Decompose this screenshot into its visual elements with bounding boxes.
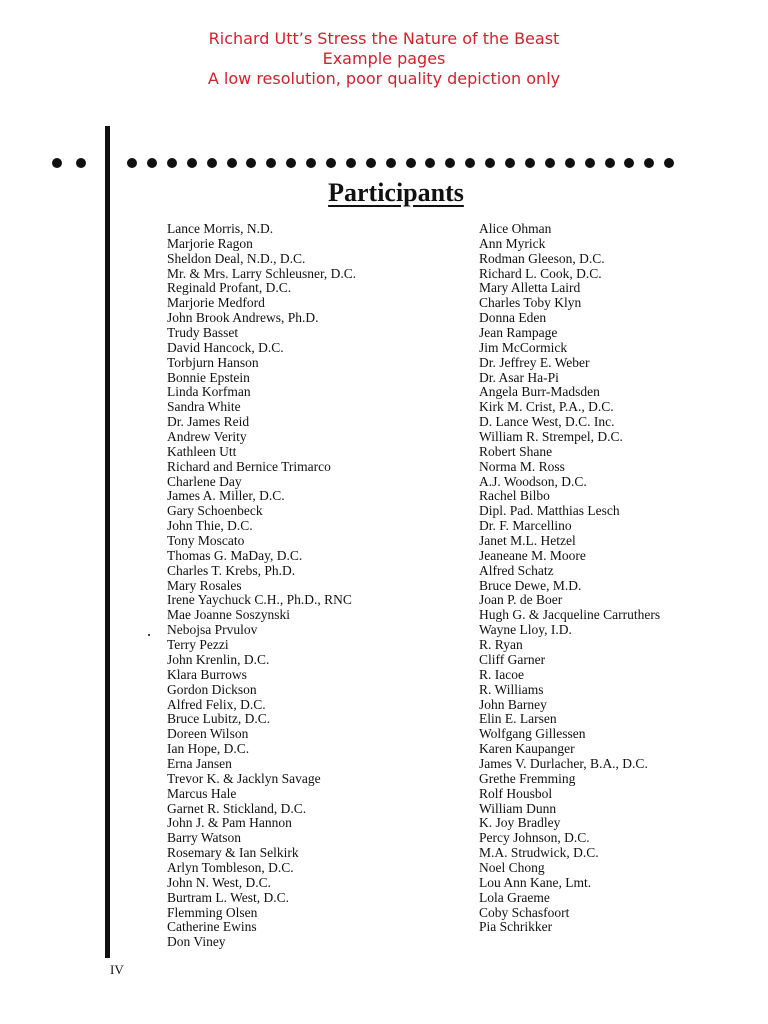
ornament-dot xyxy=(605,158,615,168)
participant-name: Dr. James Reid xyxy=(167,414,250,430)
participant-name: Linda Korfman xyxy=(167,384,251,400)
participant-name: John N. West, D.C. xyxy=(167,874,272,890)
participant-name: John Barney xyxy=(479,696,547,712)
vertical-rule xyxy=(105,126,110,958)
ornament-dot xyxy=(425,158,435,168)
participant-name: Percy Johnson, D.C. xyxy=(479,830,590,846)
participant-name: James V. Durlacher, B.A., D.C. xyxy=(479,755,648,771)
participant-name: K. Joy Bradley xyxy=(479,815,561,831)
participant-name: Trevor K. & Jacklyn Savage xyxy=(167,770,321,786)
ornament-dot xyxy=(246,158,256,168)
ornament-dot xyxy=(207,158,217,168)
participant-name: Norma M. Ross xyxy=(479,458,565,474)
banner-line-1: Richard Utt’s Stress the Nature of the Beast xyxy=(208,29,560,48)
participant-name: William R. Strempel, D.C. xyxy=(479,429,623,445)
participant-name: Angela Burr-Madsden xyxy=(479,384,600,400)
participant-name: Dipl. Pad. Matthias Lesch xyxy=(479,503,620,519)
participant-name: Alice Ohman xyxy=(479,221,552,236)
ornament-dot xyxy=(127,158,137,168)
ornament-dot xyxy=(52,158,62,168)
participant-name: Andrew Verity xyxy=(167,429,247,445)
preview-banner xyxy=(0,29,768,89)
page-number: IV xyxy=(110,962,124,977)
ornament-dot xyxy=(187,158,197,168)
participant-name: Sheldon Deal, N.D., D.C. xyxy=(167,250,306,266)
participant-name: Noel Chong xyxy=(479,859,545,875)
participant-name: Dr. Asar Ha-Pi xyxy=(479,369,559,385)
banner-line-2: Example pages xyxy=(322,49,446,68)
participant-name: Dr. F. Marcellino xyxy=(479,518,572,534)
ornament-dot xyxy=(167,158,177,168)
participant-name: Sandra White xyxy=(167,399,241,415)
participant-name: Flemming Olsen xyxy=(167,904,258,920)
participant-name: Jim McCormick xyxy=(479,339,568,355)
participant-name: Wayne Lloy, I.D. xyxy=(479,622,572,638)
participant-name: Alfred Felix, D.C. xyxy=(167,696,266,712)
participant-name: Mae Joanne Soszynski xyxy=(167,607,290,623)
participant-name: Kathleen Utt xyxy=(167,443,237,459)
participant-name: Kirk M. Crist, P.A., D.C. xyxy=(479,399,614,415)
participant-name: Doreen Wilson xyxy=(167,726,249,742)
participant-name: Gordon Dickson xyxy=(167,681,257,697)
participant-name: John Brook Andrews, Ph.D. xyxy=(167,310,319,326)
participant-name: Bruce Dewe, M.D. xyxy=(479,577,582,593)
participant-name: Bonnie Epstein xyxy=(167,369,250,385)
participant-name: Cliff Garner xyxy=(479,651,546,667)
participant-name: Torbjurn Hanson xyxy=(167,354,259,370)
participant-name: Karen Kaupanger xyxy=(479,741,575,757)
participant-name: James A. Miller, D.C. xyxy=(167,488,285,504)
participant-name: John J. & Pam Hannon xyxy=(167,815,292,831)
participant-name: Burtram L. West, D.C. xyxy=(167,889,290,905)
ornament-dot xyxy=(386,158,396,168)
ornament-dot xyxy=(366,158,376,168)
participant-name: Lola Graeme xyxy=(479,889,550,905)
ornament-dot xyxy=(306,158,316,168)
participant-name: Lance Morris, N.D. xyxy=(167,221,274,236)
participant-name: Coby Schasfoort xyxy=(479,904,570,920)
participant-name: Charles Toby Klyn xyxy=(479,295,582,311)
participant-name: Marjorie Medford xyxy=(167,295,265,311)
ornament-dot xyxy=(266,158,276,168)
participant-name: Elin E. Larsen xyxy=(479,711,557,727)
participant-name: John Thie, D.C. xyxy=(167,518,253,534)
participant-name: Robert Shane xyxy=(479,443,553,459)
participant-name: Rolf Housbol xyxy=(479,785,553,801)
participant-name: Arlyn Tombleson, D.C. xyxy=(167,859,294,875)
participant-name: Bruce Lubitz, D.C. xyxy=(167,711,271,727)
ornament-dot xyxy=(445,158,455,168)
ornament-dot xyxy=(545,158,555,168)
participant-name: Jean Rampage xyxy=(479,325,558,341)
left-participant-list xyxy=(167,222,356,950)
participant-name: Tony Moscato xyxy=(167,533,245,549)
participant-name: Pia Schrikker xyxy=(479,919,553,935)
participant-name: Jeaneane M. Moore xyxy=(479,547,586,563)
banner-line-3: A low resolution, poor quality depiction only xyxy=(207,69,561,88)
participant-name: R. Iacoe xyxy=(479,666,524,682)
participant-name: Don Viney xyxy=(167,934,226,950)
participant-name: Dr. Jeffrey E. Weber xyxy=(479,354,590,370)
participant-name: Rachel Bilbo xyxy=(479,488,550,504)
participant-name: R. Williams xyxy=(479,681,544,697)
ornament-dot xyxy=(286,158,296,168)
participant-name: Grethe Fremming xyxy=(479,770,576,786)
participant-name: Barry Watson xyxy=(167,830,242,846)
right-participant-list xyxy=(479,222,660,935)
ornament-dot xyxy=(465,158,475,168)
participant-name: Irene Yaychuck C.H., Ph.D., RNC xyxy=(167,592,352,608)
ornament-dot xyxy=(525,158,535,168)
ornament-dot xyxy=(505,158,515,168)
ornament-dot xyxy=(76,158,86,168)
page-title: Participants xyxy=(328,178,464,207)
participant-name: Klara Burrows xyxy=(167,666,247,682)
participant-name: Trudy Basset xyxy=(167,325,239,341)
ornament-dot xyxy=(485,158,495,168)
ornament-dot xyxy=(585,158,595,168)
participant-name: R. Ryan xyxy=(479,637,523,653)
participant-name: Reginald Profant, D.C. xyxy=(167,280,292,296)
participant-name: Terry Pezzi xyxy=(167,637,229,653)
participant-name: Mary Alletta Laird xyxy=(479,280,581,296)
participant-name: John Krenlin, D.C. xyxy=(167,651,270,667)
participant-name: Hugh G. & Jacqueline Carruthers xyxy=(479,607,661,623)
participant-name: David Hancock, D.C. xyxy=(167,339,284,355)
ornament-dot xyxy=(565,158,575,168)
participant-name: Richard L. Cook, D.C. xyxy=(479,265,602,281)
ornament-dot xyxy=(644,158,654,168)
ornament-dot xyxy=(406,158,416,168)
participant-name: Richard and Bernice Trimarco xyxy=(167,458,331,474)
participant-name: Nebojsa Prvulov xyxy=(167,622,258,638)
participant-name: Thomas G. MaDay, D.C. xyxy=(167,547,303,563)
ornament-dot xyxy=(227,158,237,168)
participant-name: Rosemary & Ian Selkirk xyxy=(167,845,299,861)
participant-name: Catherine Ewins xyxy=(167,919,257,935)
participant-name: A.J. Woodson, D.C. xyxy=(479,473,587,489)
participant-name: Ann Myrick xyxy=(479,235,546,251)
participant-name: Wolfgang Gillessen xyxy=(479,726,586,742)
participant-name: Erna Jansen xyxy=(167,755,232,771)
participant-name: M.A. Strudwick, D.C. xyxy=(479,845,599,861)
participant-name: Lou Ann Kane, Lmt. xyxy=(479,874,592,890)
ornament-dot xyxy=(147,158,157,168)
ornament-dot xyxy=(326,158,336,168)
participant-name: Ian Hope, D.C. xyxy=(167,741,250,757)
participant-name: Garnet R. Stickland, D.C. xyxy=(167,800,307,816)
participant-name: Charles T. Krebs, Ph.D. xyxy=(167,562,296,578)
dotted-rule xyxy=(0,158,768,174)
participant-name: Mary Rosales xyxy=(167,577,242,593)
participant-name: William Dunn xyxy=(479,800,557,816)
participant-name: Charlene Day xyxy=(167,473,242,489)
participant-name: Rodman Gleeson, D.C. xyxy=(479,250,605,266)
participant-name: Joan P. de Boer xyxy=(479,592,563,608)
scan-speck xyxy=(148,634,150,636)
participant-name: D. Lance West, D.C. Inc. xyxy=(479,414,615,430)
ornament-dot xyxy=(664,158,674,168)
participant-name: Gary Schoenbeck xyxy=(167,503,263,519)
participant-name: Mr. & Mrs. Larry Schleusner, D.C. xyxy=(167,265,357,281)
participant-name: Marcus Hale xyxy=(167,785,237,801)
participant-name: Marjorie Ragon xyxy=(167,235,253,251)
ornament-dot xyxy=(346,158,356,168)
participant-name: Donna Eden xyxy=(479,310,547,326)
participant-name: Alfred Schatz xyxy=(479,562,554,578)
participant-name: Janet M.L. Hetzel xyxy=(479,533,576,549)
ornament-dot xyxy=(624,158,634,168)
